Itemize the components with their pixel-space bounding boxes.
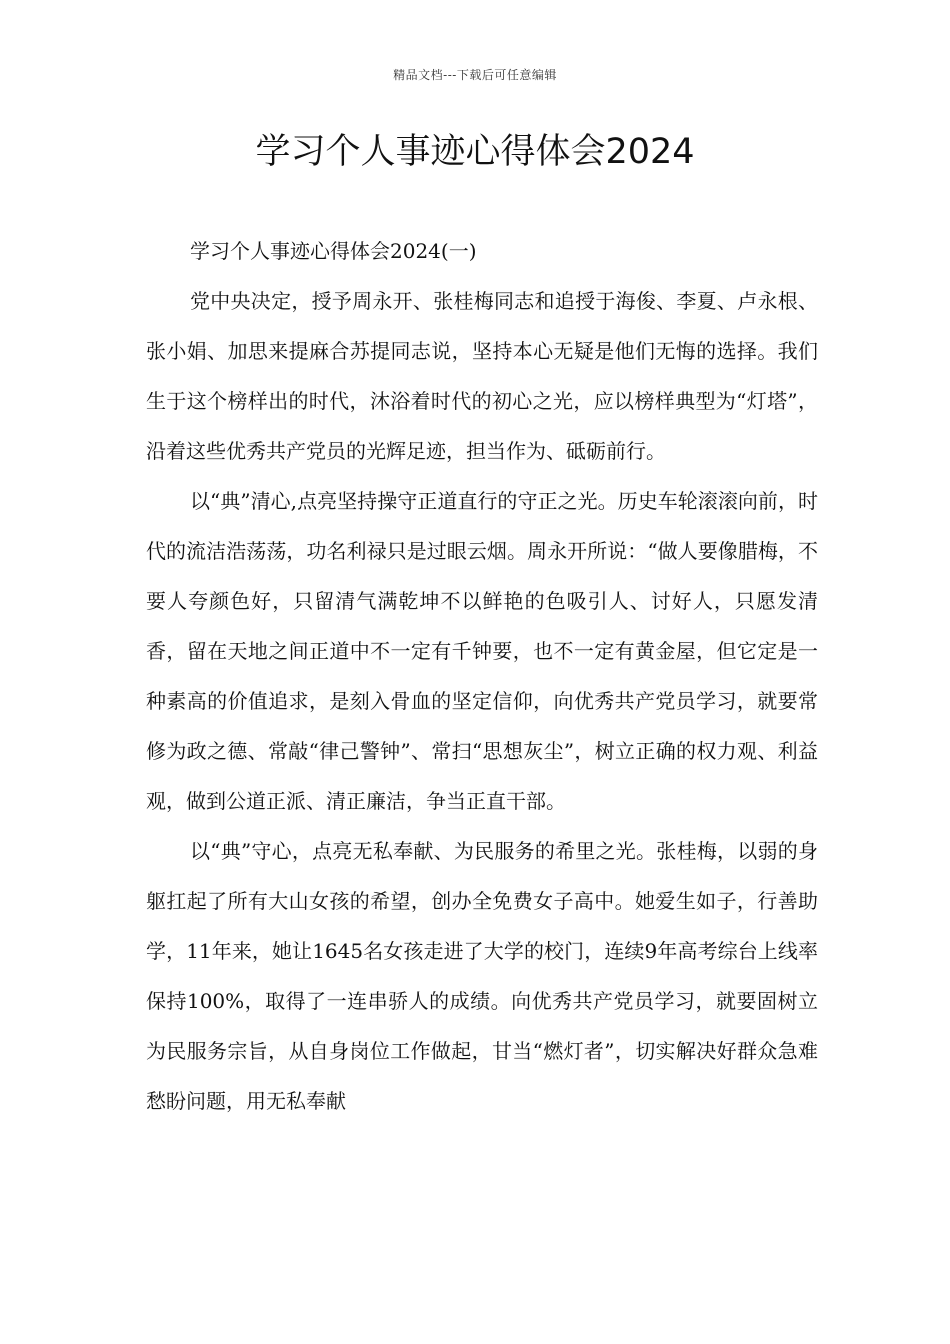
document-body [146, 226, 818, 1126]
paragraph-1: 党中央决定，授予周永开、张桂梅同志和追授于海俊、李夏、卢永根、张小娟、加思来提麻合苏提同志说，坚持本心无疑是他们无悔的选择。我们生于这个榜样出的时代，沐浴着时代的初心之光，应以榜样典型为“灯塔”，沿着这些优秀共产党员的光辉足迹，担当作为、砥砺前行。 [146, 289, 818, 463]
header-note: 精品文档---下载后可任意编辑 [393, 68, 557, 82]
paragraph-2: 以“典”清心,点亮坚持操守正道直行的守正之光。历史车轮滚滚向前，时代的流洁浩荡荡，功名利禄只是过眼云烟。周永开所说：“做人要像腊梅，不要人夸颜色好，只留清气满乾坤不以鲜艳的色吸引人、讨好人，只愿发清香，留在天地之间正道中不一定有千钟要，也不一定有黄金屋，但它定是一种素高的价值追求，是刻入骨血的坚定信仰，向优秀共产党员学习，就要常修为政之德、常敲“律己警钟”、常扫“思想灰尘”，树立正确的权力观、利益观，做到公道正派、清正廉洁，争当正直干部。 [146, 489, 818, 813]
section-subheading: 学习个人事迹心得体会2024(一) [190, 239, 477, 263]
paragraph-3: 以“典”守心，点亮无私奉献、为民服务的希里之光。张桂梅，以弱的身躯扛起了所有大山女孩的希望，创办全免费女子高中。她爱生如子，行善助学，11年来，她让1645名女孩走进了大学的校门，连续9年高考综台上线率保持100%，取得了一连串骄人的成绩。向优秀共产党员学习，就要固树立为民服务宗旨，从自身岗位工作做起，甘当“燃灯者”，切实解决好群众急难愁盼问题，用无私奉献 [146, 839, 818, 1113]
document-title: 学习个人事迹心得体会2024 [255, 132, 695, 172]
